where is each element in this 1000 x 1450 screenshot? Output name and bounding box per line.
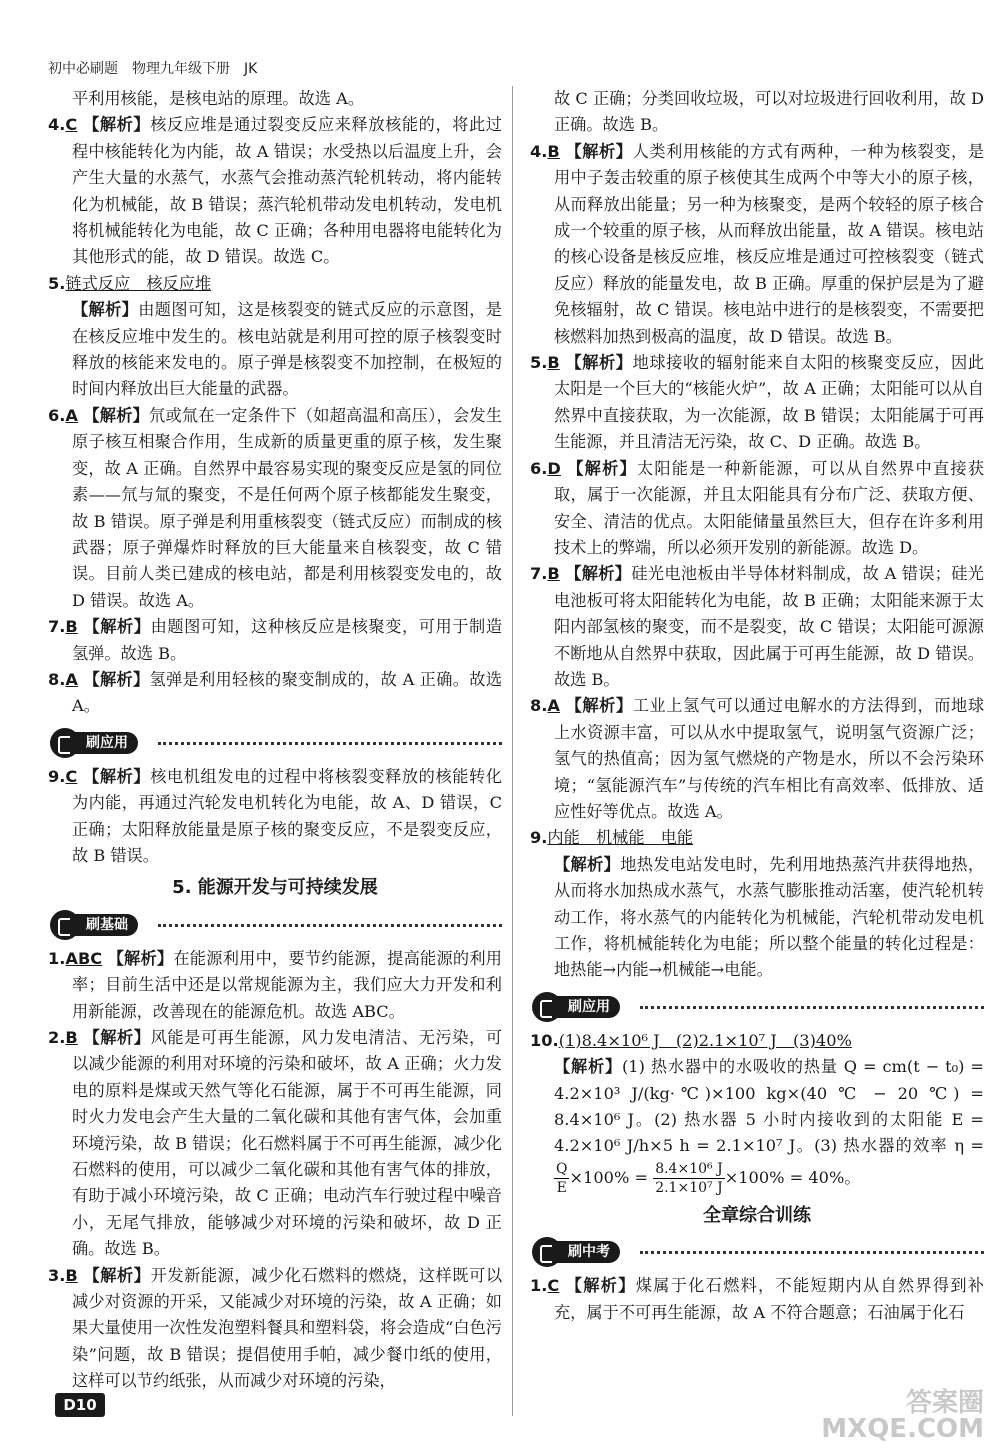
section-banner (530, 1235, 984, 1269)
section-banner (48, 726, 502, 760)
answer-item: 7.B 【解析】由题图可知，这种核反应是核聚变，可用于制造氢弹。故选 B。 (48, 617, 503, 663)
answer-item: 8.A 【解析】氢弹是利用轻核的聚变制成的，故 A 正确。故选 A。 (48, 669, 503, 716)
page-header: 初中必刷题 物理九年级下册 JK (48, 61, 258, 77)
section-title: 5. 能源开发与可持续发展 (172, 877, 378, 899)
column-divider (512, 86, 513, 1416)
answer-item: 8.A 【解析】工业上氢气可以通过电解水的方法得到，而地球上水资源丰富，可以从水中提取氢气，说明氢气资源广泛；氢气的热值高；因为氢气燃烧的产物是水，所以不会污染环境；“氢能源汽车”与传统的汽车相比有高效率、低排放、适应性好等优点。故选 A。 (530, 696, 985, 821)
dotted-rule (640, 1006, 984, 1009)
answer-explanation: 【解析】由题图可知，这是核裂变的链式反应的示意图，是在核反应堆中发生的。核电站就是利用可控的原子核裂变时释放的核能来发电的。原子弹是核裂变不加控制，在极短的时间内释放出巨大能量的武器。 (72, 300, 503, 399)
banner-label: 刷应用 (70, 732, 138, 754)
answer-item: 7.B 【解析】硅光电池板由半导体材料制成，故 A 错误；硅光电池板可将太阳能转化为电能，故 B 正确；太阳能来源于太阳内部氢核的聚变，而不是裂变，故 C 错误；太阳能可源源不断地从自然界中获取，因此属于可再生能源，故 D 错误。故选 B。 (530, 564, 984, 689)
answer-item: 5.链式反应 核反应堆 (48, 273, 212, 293)
left-column (48, 86, 502, 1395)
answer-item: 2.B 【解析】风能是可再生能源，风力发电清洁、无污染，可以减少能源的利用对环境的污染和破坏，故 A 正确；火力发电的原料是煤或天然气等化石能源，属于不可再生能源，同时火力发电会产生大量的二氧化碳和其他有害气体，会加重环境污染，故 B 错误；化石燃料属于不可再生能源，减少化石燃料的使用，可以减少二氧化碳和其他有害气体的排放，有助于减小环境污染，故 C 正确；电动汽车行驶过程中噪音小，无尾气排放，能够减少对环境的污染和破坏，故 D 正确。故选 B。 (48, 1028, 503, 1259)
answer-explanation: 【解析】地热发电站发电时，先利用地热蒸汽井获得地热，从而将水加热成水蒸气，水蒸气膨胀推动活塞，使汽轮机转动工作，将水蒸气的内能转化为机械能，汽轮机带动发电机工作，将机械能转化为电能；所以整个能量的转化过程是：地热能→内能→机械能→电能。 (554, 854, 985, 980)
answer-item: 6.A 【解析】氘或氚在一定条件下（如超高温和高压），会发生原子核互相聚合作用，生成新的质量更重的原子核，发生聚变，故 A 正确。自然界中最容易实现的聚变反应是氢的同位素——氘与氚的聚变，不是任何两个原子核都能发生聚变，故 B 错误。原子弹是利用重核裂变（链式反应）而制成的核武器；原子弹爆炸时释放的巨大能量来自核裂变，故 C 错误。目前人类已建成的核电站，都是利用核裂变发电的，故 D 错误。故选 A。 (48, 405, 503, 610)
watermark: 答案圈 MXQE.COM (821, 1388, 984, 1444)
answer-item: 4.B 【解析】人类利用核能的方式有两种，一种为核裂变，是用中子轰击较重的原子核使其生成两个中等大小的原子核，从而释放出能量；另一种为核聚变，是两个较轻的原子核合成一个较重的原子核，从而释放出能量，故 A 错误。核电站的核心设备是核反应堆，核反应堆是通过可控核裂变（链式反应）释放的能量发电，故 B 正确。厚重的保护层是为了避免核辐射，故 C 错误。核电站中进行的是核裂变，不需要把核燃料加热到极高的温度，故 D 错误。故选 B。 (530, 141, 985, 346)
answer-item: 4.C 【解析】核反应堆是通过裂变反应来释放核能的，将此过程中核能转化为内能，故 A 错误；水受热以后温度上升，会产生大量的水蒸气，水蒸气会推动蒸汽轮机转动，将内能转化为机械能，故 B 错误；蒸汽轮机带动发电机转动，发电机将机械能转化为电能，故 C 正确；各种用电器将电能转化为其他形式的能，故 D 错误。故选 C。 (48, 115, 502, 267)
answer-item: 9.C 【解析】核电机组发电的过程中将核裂变释放的核能转化为内能，再通过汽轮发电机转化为电能，故 A、D 错误，C 正确；太阳释放能量是原子核的聚变反应，不是裂变反应，故 B 错误。 (48, 766, 502, 865)
dotted-rule (158, 924, 502, 927)
right-column (530, 86, 984, 1326)
answer-item: 5.B 【解析】地球接收的辐射能来自太阳的核聚变反应，因此太阳是一个巨大的“核能火炉”，故 A 正确；太阳能可以从自然界中直接获取，为一次能源，故 B 错误；太阳能属于可再生能源，并且清洁无污染，故 C、D 正确。故选 B。 (530, 353, 985, 452)
answer-explanation: 【解析】(1) 热水器中的水吸收的热量 Q = cm(t − t₀) = 4.2×10³ J/(kg·℃)×100 kg×(40 ℃ − 20 ℃) = 8.4×10⁶ J。(2) 热水器 5 小时内接收到的太阳能 E = 4.2×10⁶ J/h×5 h = 2.1×10⁷ J。(3) 热水器的效率 η = $\frac{Q}{E}$ ×100% = $\frac{\text{8.4×10⁶ J}}{\text{2.1×10⁷ J}}$ ×100% = 40%。 (554, 1057, 984, 1196)
answer-item: 1.C 【解析】煤属于化石燃料，不能短期内从自然界得到补充，属于不可再生能源，故 A 不符合题意；石油属于化石 (530, 1276, 985, 1322)
dotted-rule (640, 1251, 984, 1254)
continued-text: 平利用核能，是核电站的原理。故选 A。 (72, 89, 365, 108)
section-banner (530, 990, 984, 1024)
section-banner (48, 908, 502, 942)
dotted-rule (158, 742, 502, 745)
fraction: $\frac{Q}{E}$ (556, 1160, 568, 1196)
banner-label: 刷基础 (70, 914, 138, 936)
answer-item: 6.D 【解析】太阳能是一种新能源，可以从自然界中直接获取，属于一次能源，并且太阳能具有分布广泛、获取方便、安全、清洁的优点。太阳能储量虽然巨大，但存在许多利用技术上的弊端，所以必须开发别的新能源。故选 D。 (530, 458, 984, 557)
answer-item: 10.(1)8.4×10⁶ J (2)2.1×10⁷ J (3)40% (530, 1030, 852, 1050)
banner-label: 刷中考 (552, 1241, 620, 1263)
continued-text: 故 C 正确；分类回收垃圾，可以对垃圾进行回收利用，故 D 正确。故选 B。 (554, 89, 984, 135)
answer-item: 1.ABC 【解析】在能源利用中，要节约能源，提高能源的利用率；目前生活中还是以常规能源为主，我们应大力开发和利用新能源，改善现在的能源危机。故选 ABC。 (48, 948, 502, 1021)
answer-item: 3.B 【解析】开发新能源，减少化石燃料的燃烧，这样既可以减少对资源的开采，又能减少对环境的污染，故 A 正确；如果大量使用一次性发泡塑料餐具和塑料袋，将会造成“白色污染”问题，故 B 错误；提倡使用手帕，减少餐巾纸的使用，这样可以节约纸张，从而减少对环境的污染， (48, 1265, 503, 1391)
fraction: $\frac{\text{8.4×10⁶ J}}{\text{2.1×10⁷ J}}$ (655, 1160, 723, 1196)
answer-item: 9.内能 机械能 电能 (530, 828, 694, 848)
page-number: D10 (55, 1393, 105, 1417)
section-title: 全章综合训练 (703, 1204, 811, 1226)
banner-label: 刷应用 (552, 996, 620, 1018)
